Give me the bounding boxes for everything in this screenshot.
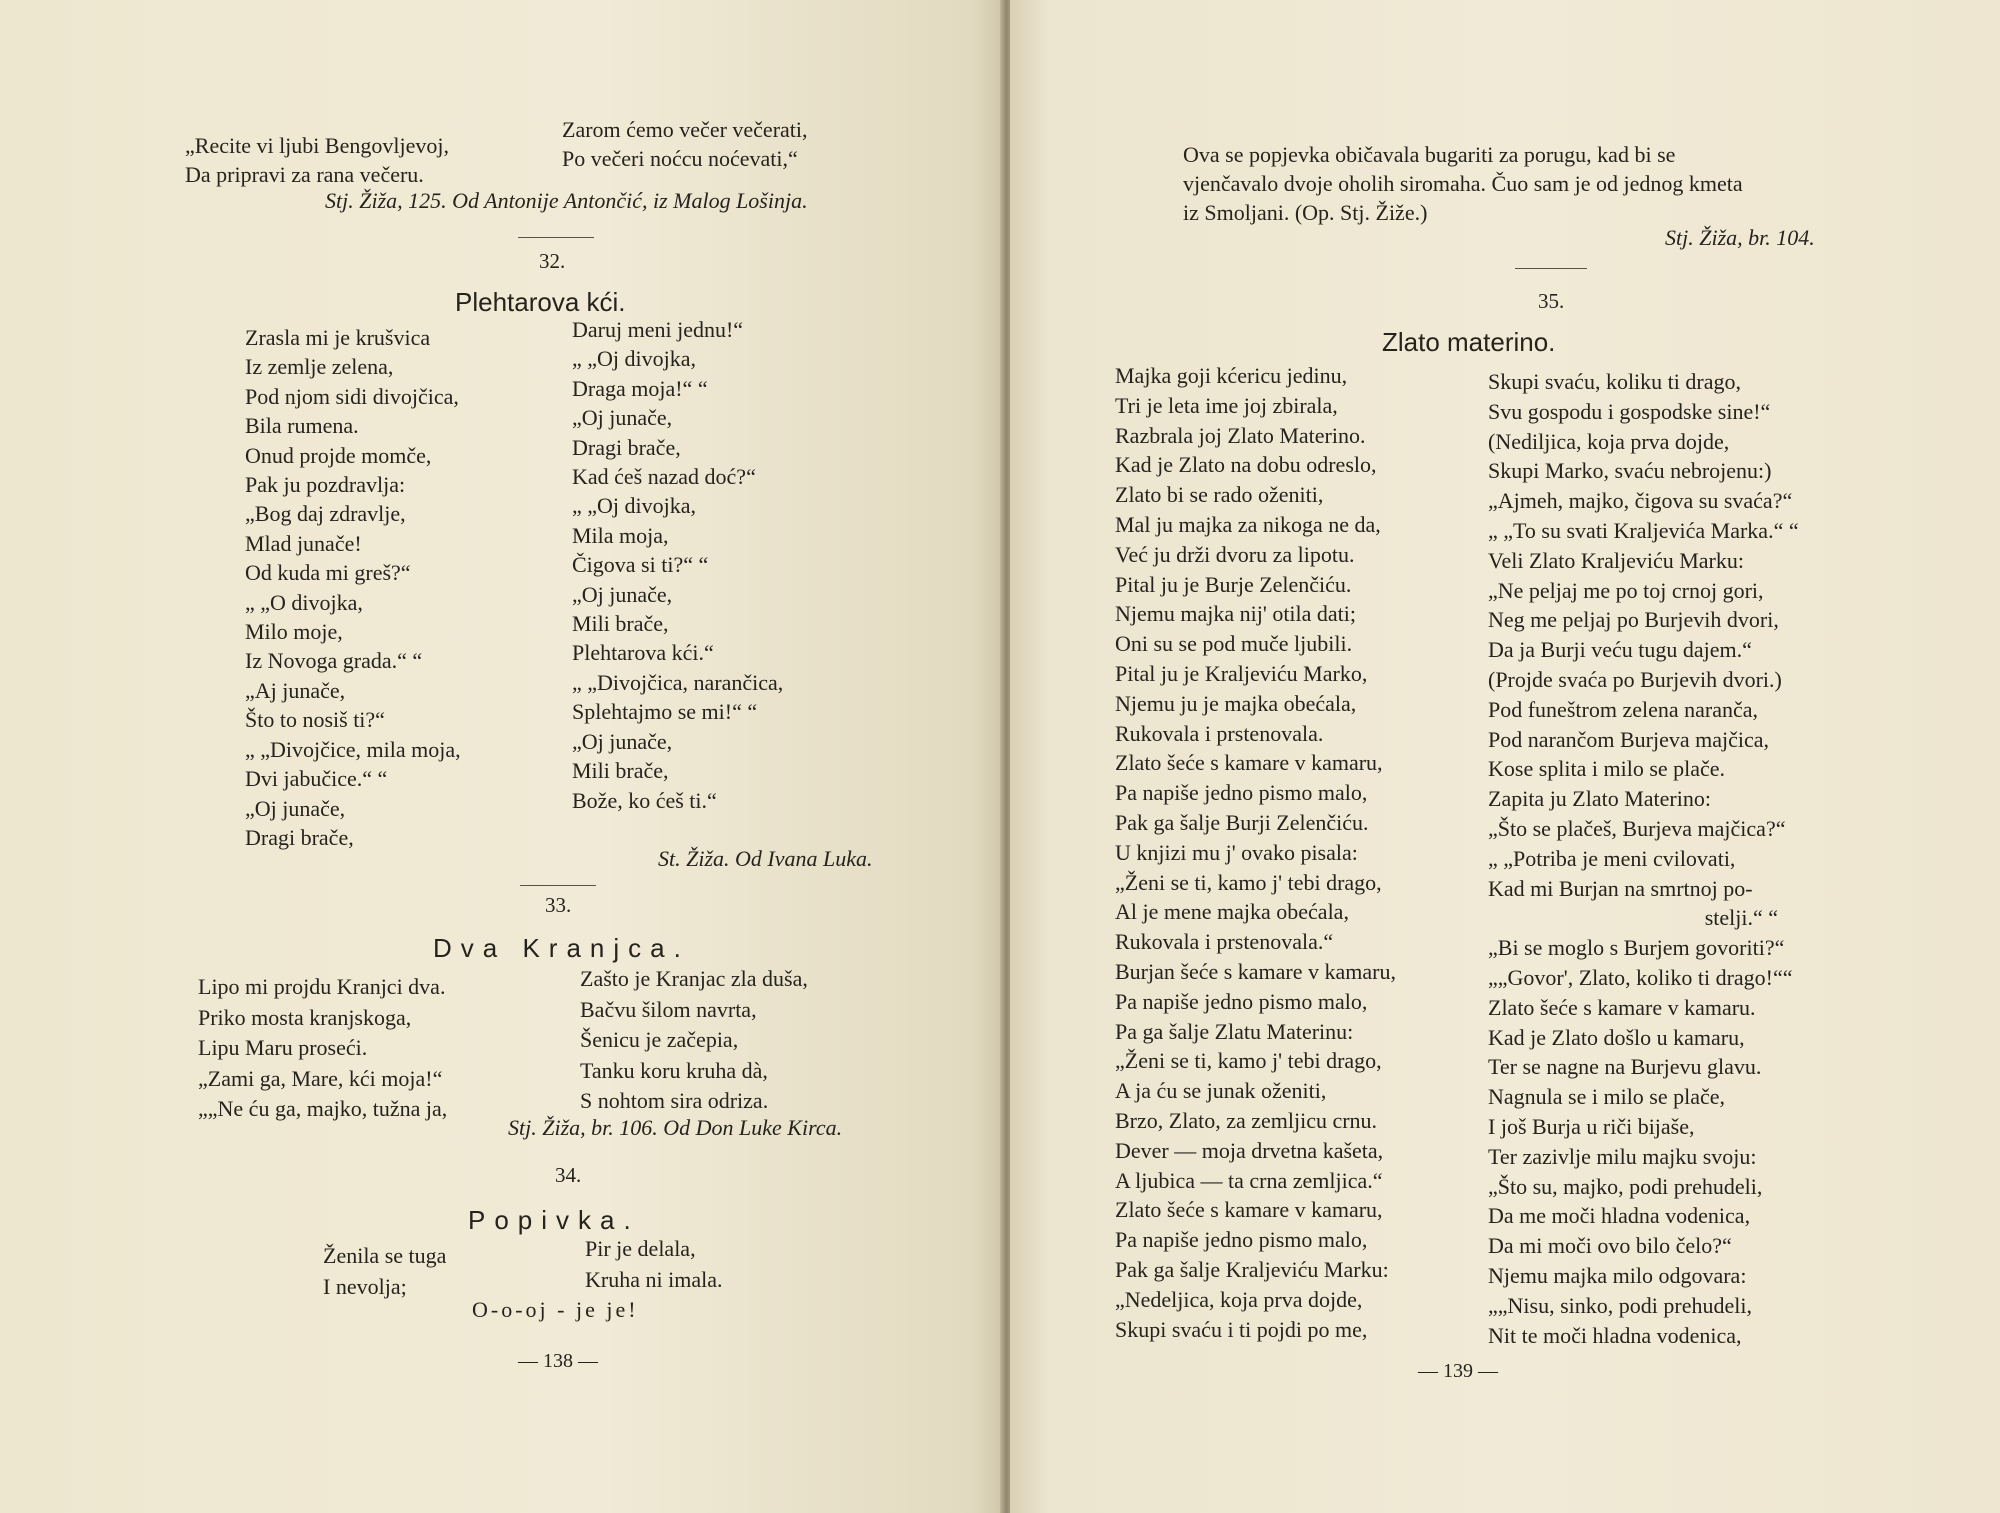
verse-line: U knjizi mu j' ovako pisala: (1115, 839, 1358, 865)
verse-line: Oni su se pod muče ljubili. (1115, 631, 1353, 657)
verse-line: „Bog daj zdravlje, (245, 501, 406, 527)
verse-line: „Oj junače, (572, 728, 673, 754)
song-number: 34. (555, 1163, 582, 1187)
verse-line: Pital ju je Kraljeviću Marko, (1115, 660, 1368, 686)
verse-line: „ „Divojčice, mila moja, (245, 736, 461, 762)
verse-line: Šenicu je začepia, (580, 1027, 739, 1052)
verse-line: Plehtarova kći.“ (572, 640, 714, 666)
verse-line: Daruj meni jednu!“ (572, 317, 744, 342)
verse-line: Da me moči hladna vodenica, (1488, 1203, 1751, 1229)
verse-line: Pir je delala, (585, 1236, 696, 1261)
verse-line: Iz zemlje zelena, (245, 354, 394, 380)
divider (1515, 268, 1587, 269)
verse-line: Nagnula se i milo se plače, (1488, 1084, 1726, 1110)
verse-line: Skupi svaću i ti pojdi po me, (1115, 1316, 1368, 1342)
verse-line: Kad je Zlato na dobu odreslo, (1115, 452, 1377, 478)
song-title: Popivka. (468, 1205, 640, 1235)
verse-line: Rukovala i prstenovala. (1115, 720, 1324, 746)
note-line: iz Smoljani. (Op. Stj. Žiže.) (1183, 200, 1428, 225)
verse-line: Skupi svaću, koliku ti drago, (1488, 369, 1741, 394)
verse-line: Zlato šeće s kamare v kamaru, (1115, 750, 1383, 776)
song34-right-column (585, 1233, 722, 1295)
verse-line: Zapita ju Zlato Materino: (1488, 786, 1711, 812)
song-title: Plehtarova kći. (455, 287, 626, 317)
verse-line: „Ženi se ti, kamo j' tebi drago, (1115, 1048, 1382, 1074)
verse-line: A ljubica — ta crna zemljica.“ (1115, 1167, 1383, 1193)
verse-line: I još Burja u riči bijaše, (1488, 1113, 1695, 1139)
right-page (1010, 0, 2000, 1513)
verse-line: „ „To su svati Kraljevića Marka.“ “ (1488, 517, 1799, 543)
verse-line: Tanku koru kruha dà, (580, 1057, 768, 1083)
verse-line: Zlato bi se rado oženiti, (1115, 482, 1324, 508)
intro-source: Stj. Žiža, 125. Od Antonije Antončić, iz Malog Lošinja. (325, 188, 808, 213)
song35-left-column (1115, 361, 1396, 1344)
verse-line: Već ju drži dvoru za lipotu. (1115, 541, 1355, 567)
verse-line: „Oj junače, (572, 581, 673, 607)
verse-line: Mili brače, (572, 611, 669, 637)
verse-line: Bačvu šilom navrta, (580, 996, 757, 1022)
verse-line: Brzo, Zlato, za zemljicu crnu. (1115, 1107, 1378, 1133)
verse-line: „Što se plačeš, Burjeva majčica?“ (1488, 815, 1786, 841)
song32-right-column (572, 315, 783, 815)
verse-line: (Nediljica, koja prva dojde, (1488, 428, 1730, 454)
verse-line: „Bi se moglo s Burjem govoriti?“ (1488, 935, 1785, 961)
verse-line: „ „O divojka, (245, 589, 363, 615)
verse-line: Tri je leta ime joj zbirala, (1115, 392, 1338, 418)
verse-line: „Zami ga, Mare, kći moja!“ (198, 1065, 443, 1091)
song32-left-column (245, 323, 461, 852)
verse-line: Kose splita i milo se plače. (1488, 756, 1726, 782)
verse-line: Što to nosiš ti?“ (245, 707, 385, 733)
verse-line: Kad ćeš nazad doć?“ (572, 464, 756, 490)
verse-line: „Nedeljica, koja prva dojde, (1115, 1286, 1363, 1312)
verse-line: „ „Oj divojka, (572, 346, 697, 372)
note-line: vjenčavalo dvoje oholih siromaha. Čuo sam je od jednog kmeta (1183, 171, 1743, 196)
verse-line: Da ja Burji veću tugu dajem.“ (1488, 637, 1752, 663)
intro-left-column (185, 131, 449, 190)
verse-line: „ „Divojčica, narančica, (572, 669, 784, 695)
verse-line: Pak ga šalje Burji Zelenčiću. (1115, 809, 1369, 835)
verse-line: Pa napiše jedno pismo malo, (1115, 988, 1368, 1014)
verse-line: Pak ga šalje Kraljeviću Marku: (1115, 1256, 1389, 1282)
verse-line: „„Govor', Zlato, koliko ti drago!““ (1488, 964, 1793, 990)
verse-line: Lipu Maru proseći. (198, 1035, 368, 1060)
verse-line: „Oj junače, (572, 405, 673, 431)
verse-line: Bila rumena. (245, 413, 359, 439)
song33-left-column (198, 972, 447, 1125)
verse-line: Od kuda mi greš?“ (245, 560, 411, 586)
verse-line: Pa napiše jedno pismo malo, (1115, 780, 1368, 806)
verse-line: „Aj junače, (245, 677, 346, 703)
song33-source: Stj. Žiža, br. 106. Od Don Luke Kirca. (508, 1115, 843, 1140)
song-title: Zlato materino. (1382, 327, 1556, 357)
verse-line: „Što su, majko, podi prehudeli, (1488, 1173, 1763, 1199)
verse-line: Zarom ćemo večer večerati, (562, 117, 808, 142)
verse-line: Ter se nagne na Burjevu glavu. (1488, 1054, 1762, 1080)
verse-line: „Ne peljaj me po toj crnoj gori, (1488, 577, 1764, 603)
verse-line: Pa napiše jedno pismo malo, (1115, 1227, 1368, 1253)
verse-line: (Projde svaća po Burjevih dvori.) (1488, 666, 1782, 692)
verse-line: Pod njom sidi divojčica, (245, 383, 459, 409)
verse-line: „ „Oj divojka, (572, 493, 697, 519)
song33-right-column (580, 964, 808, 1117)
verse-line: S nohtom sira odriza. (580, 1088, 769, 1113)
verse-line: Zlato šeće s kamare v kamaru, (1115, 1197, 1383, 1223)
divider (518, 237, 594, 238)
verse-line: „ „Potriba je meni cvilovati, (1488, 845, 1736, 871)
verse-line: Iz Novoga grada.“ “ (245, 648, 423, 674)
verse-line: Njemu majka nij' otila dati; (1115, 601, 1357, 627)
page-number: — 138 — (518, 1350, 598, 1372)
refrain-line: O-o-oj - je je! (472, 1297, 639, 1322)
verse-line: stelji.“ “ (1704, 905, 1778, 931)
verse-line: Zrasla mi je krušvica (245, 325, 431, 350)
verse-line: Svu gospodu i gospodske sine!“ (1488, 398, 1771, 424)
verse-line: Nit te moči hladna vodenica, (1488, 1322, 1742, 1348)
song35-right-column (1488, 367, 1799, 1350)
verse-line: Mila moja, (572, 522, 669, 548)
verse-line: Da pripravi za rana večeru. (185, 162, 424, 188)
verse-line: Da mi moči ovo bilo čelo?“ (1488, 1233, 1732, 1259)
verse-line: Mili brače, (572, 758, 669, 784)
song-number: 35. (1538, 289, 1565, 313)
verse-line: Pa ga šalje Zlatu Materinu: (1115, 1018, 1354, 1044)
verse-line: Majka goji kćericu jedinu, (1115, 363, 1348, 388)
verse-line: Mal ju majka za nikoga ne da, (1115, 511, 1381, 537)
verse-line: Pod narančom Burjeva majčica, (1488, 726, 1770, 752)
verse-line: Dragi brače, (245, 824, 354, 850)
song-title: Dva Kranjca. (433, 933, 690, 963)
verse-line: Veli Zlato Kraljeviću Marku: (1488, 547, 1744, 573)
verse-line: Onud projde momče, (245, 442, 432, 468)
verse-line: Po večeri noćcu noćevati,“ (562, 146, 798, 172)
verse-line: Pital ju je Burje Zelenčiću. (1115, 571, 1352, 597)
song34-left-column (323, 1240, 446, 1302)
verse-line: Kruha ni imala. (585, 1267, 723, 1292)
verse-line: Mlad junače! (245, 530, 362, 556)
verse-line: Splehtajmo se mi!“ “ (572, 699, 758, 725)
verse-line: Njemu majka milo odgovara: (1488, 1262, 1747, 1288)
verse-line: Al je mene majka obećala, (1115, 899, 1349, 925)
song32-source: St. Žiža. Od Ivana Luka. (658, 846, 873, 871)
verse-line: Zašto je Kranjac zla duša, (580, 966, 808, 991)
note-line: Ova se popjevka običavala bugariti za porugu, kad bi se (1183, 142, 1676, 167)
verse-line: Rukovala i prstenovala.“ (1115, 929, 1334, 955)
verse-line: Ženila se tuga (323, 1243, 447, 1268)
intro-right-column (562, 115, 808, 174)
verse-line: Čigova si ti?“ “ (572, 552, 709, 578)
verse-line: „„Nisu, sinko, podi prehudeli, (1488, 1292, 1752, 1318)
verse-line: „Oj junače, (245, 795, 346, 821)
verse-line: Kad je Zlato došlo u kamaru, (1488, 1024, 1745, 1050)
verse-line: Dragi brače, (572, 434, 681, 460)
verse-line: „Recite vi ljubi Bengovljevoj, (185, 133, 449, 158)
verse-line: Dvi jabučice.“ “ (245, 766, 388, 792)
verse-line: Neg me peljaj po Burjevih dvori, (1488, 607, 1779, 633)
verse-line: Pod funeštrom zelena naranča, (1488, 696, 1758, 722)
verse-line: Ter zazivlje milu majku svoju: (1488, 1143, 1757, 1169)
verse-line: Burjan šeće s kamare v kamaru, (1115, 958, 1396, 984)
verse-line: Skupi Marko, svaću nebrojenu:) (1488, 458, 1772, 484)
verse-line: I nevolja; (323, 1274, 407, 1299)
verse-line: Bože, ko ćeš ti.“ (572, 787, 717, 813)
verse-line: Dever — moja drvetna kašeta, (1115, 1137, 1384, 1163)
verse-line: Zlato šeće s kamare v kamaru. (1488, 994, 1756, 1020)
verse-line: Njemu ju je majka obećala, (1115, 690, 1357, 716)
note-source: Stj. Žiža, br. 104. (1665, 225, 1815, 250)
page-number: — 139 — (1418, 1360, 1498, 1382)
divider (520, 885, 596, 886)
song-number: 32. (539, 249, 566, 273)
verse-line: „Ajmeh, majko, čigova su svaća?“ (1488, 488, 1793, 514)
verse-line: Razbrala joj Zlato Materino. (1115, 422, 1366, 448)
song-number: 33. (545, 893, 572, 917)
verse-line: Draga moja!“ “ (572, 375, 708, 401)
verse-line: Priko mosta kranjskoga, (198, 1004, 412, 1030)
verse-line: Lipo mi projdu Kranjci dva. (198, 974, 446, 999)
verse-line: Pak ju pozdravlja: (245, 472, 406, 498)
verse-line: Kad mi Burjan na smrtnoj po- (1488, 875, 1753, 901)
verse-line: „Ženi se ti, kamo j' tebi drago, (1115, 869, 1382, 895)
verse-line: „„Ne ću ga, majko, tužna ja, (198, 1096, 448, 1121)
editor-note (1183, 140, 1743, 227)
verse-line: Milo moje, (245, 619, 343, 645)
verse-line: A ja ću se junak oženiti, (1115, 1078, 1327, 1104)
